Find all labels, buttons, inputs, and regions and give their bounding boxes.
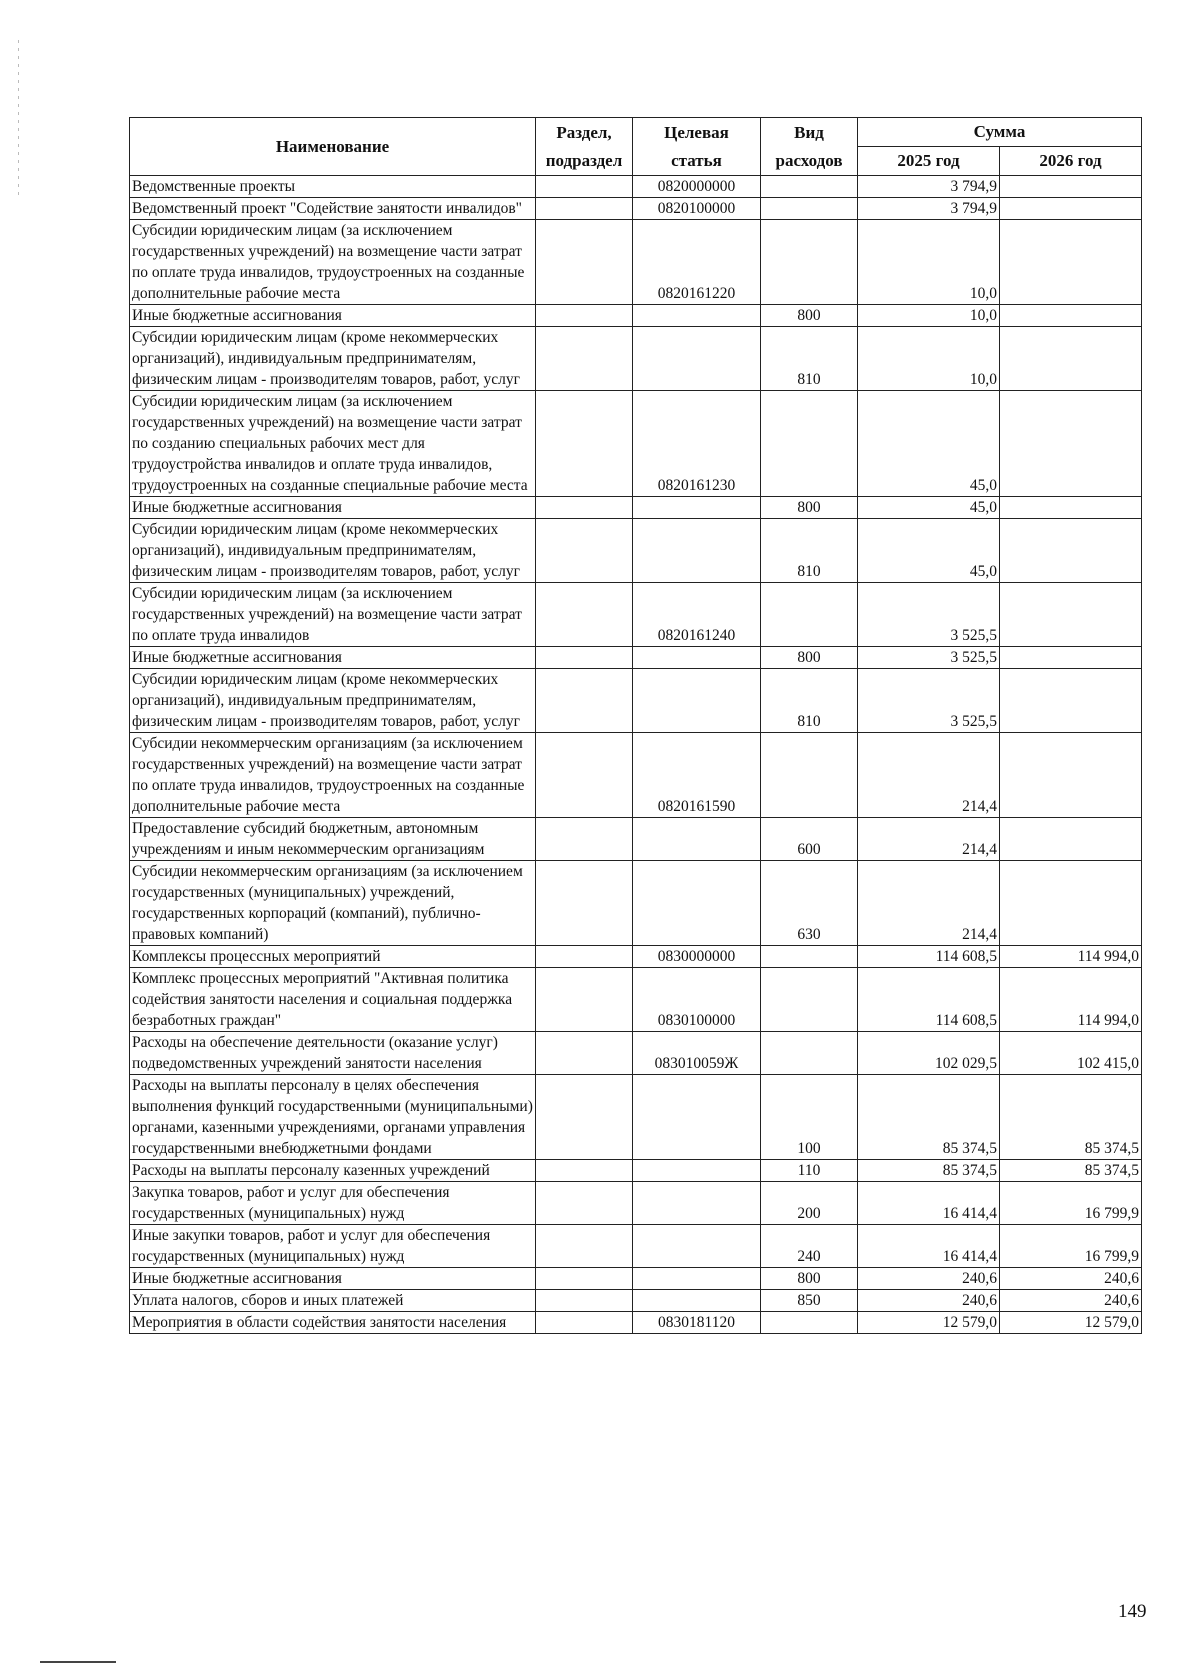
cell-type bbox=[761, 391, 858, 497]
cell-name: Иные бюджетные ассигнования bbox=[130, 497, 536, 519]
cell-2025: 85 374,5 bbox=[858, 1075, 1000, 1160]
cell-2026 bbox=[1000, 327, 1142, 391]
cell-2026 bbox=[1000, 669, 1142, 733]
cell-name: Мероприятия в области содействия занятости населения bbox=[130, 1312, 536, 1334]
cell-name: Субсидии юридическим лицам (кроме некоммерческих организаций), индивидуальным предпринимателям, физическим лицам - производителям товаров, работ, услуг bbox=[130, 669, 536, 733]
table-row bbox=[130, 1312, 1142, 1334]
cell-target bbox=[633, 1182, 761, 1225]
cell-name: Расходы на выплаты персоналу казенных учреждений bbox=[130, 1160, 536, 1182]
cell-type bbox=[761, 968, 858, 1032]
cell-2026: 12 579,0 bbox=[1000, 1312, 1142, 1334]
cell-type: 800 bbox=[761, 647, 858, 669]
cell-section bbox=[536, 198, 633, 220]
cell-name: Субсидии юридическим лицам (кроме некоммерческих организаций), индивидуальным предпринимателям, физическим лицам - производителям товаров, работ, услуг bbox=[130, 519, 536, 583]
table-row bbox=[130, 1290, 1142, 1312]
cell-target: 0830100000 bbox=[633, 968, 761, 1032]
cell-type: 600 bbox=[761, 818, 858, 861]
cell-target: 083010059Ж bbox=[633, 1032, 761, 1075]
header-year-2026: 2026 год bbox=[1000, 147, 1142, 176]
cell-target bbox=[633, 327, 761, 391]
cell-name: Иные бюджетные ассигнования bbox=[130, 1268, 536, 1290]
cell-2025: 45,0 bbox=[858, 391, 1000, 497]
cell-target bbox=[633, 305, 761, 327]
cell-section bbox=[536, 968, 633, 1032]
cell-target: 0820161230 bbox=[633, 391, 761, 497]
cell-target: 0820161220 bbox=[633, 220, 761, 305]
cell-2026 bbox=[1000, 861, 1142, 946]
cell-2025: 214,4 bbox=[858, 733, 1000, 818]
cell-name: Расходы на выплаты персоналу в целях обеспечения выполнения функций государственными (муниципальными) органами, казенными учреждениями, органами управления государственными внебюджетными фондами bbox=[130, 1075, 536, 1160]
cell-2025: 10,0 bbox=[858, 220, 1000, 305]
cell-section bbox=[536, 647, 633, 669]
cell-name: Предоставление субсидий бюджетным, автономным учреждениям и иным некоммерческим организациям bbox=[130, 818, 536, 861]
cell-target bbox=[633, 1075, 761, 1160]
budget-table-container bbox=[129, 117, 1142, 1334]
cell-2026: 102 415,0 bbox=[1000, 1032, 1142, 1075]
header-target: Целевая статья bbox=[633, 118, 761, 176]
cell-target bbox=[633, 519, 761, 583]
cell-2025: 102 029,5 bbox=[858, 1032, 1000, 1075]
cell-name: Субсидии некоммерческим организациям (за исключением государственных учреждений) на возмещение части затрат по оплате труда инвалидов, трудоустроенных на созданные дополнительные рабочие места bbox=[130, 733, 536, 818]
cell-section bbox=[536, 497, 633, 519]
cell-name: Уплата налогов, сборов и иных платежей bbox=[130, 1290, 536, 1312]
cell-name: Субсидии юридическим лицам (за исключением государственных учреждений) на возмещение части затрат по оплате труда инвалидов, трудоустроенных на созданные дополнительные рабочие места bbox=[130, 220, 536, 305]
cell-type bbox=[761, 198, 858, 220]
cell-section bbox=[536, 1268, 633, 1290]
cell-2025: 16 414,4 bbox=[858, 1225, 1000, 1268]
cell-name: Субсидии юридическим лицам (за исключением государственных учреждений) на возмещение части затрат по созданию специальных рабочих мест для трудоустройства инвалидов и оплате труда инвалидов, трудоустроенных на созданные специальные рабочие места bbox=[130, 391, 536, 497]
cell-section bbox=[536, 818, 633, 861]
table-row bbox=[130, 946, 1142, 968]
cell-target: 0830000000 bbox=[633, 946, 761, 968]
cell-section bbox=[536, 669, 633, 733]
cell-target bbox=[633, 818, 761, 861]
cell-type: 240 bbox=[761, 1225, 858, 1268]
cell-section bbox=[536, 1225, 633, 1268]
table-row bbox=[130, 305, 1142, 327]
cell-type bbox=[761, 1032, 858, 1075]
table-row bbox=[130, 1075, 1142, 1160]
cell-name: Ведомственный проект "Содействие занятости инвалидов" bbox=[130, 198, 536, 220]
header-name: Наименование bbox=[130, 118, 536, 176]
cell-name: Иные бюджетные ассигнования bbox=[130, 647, 536, 669]
cell-2026 bbox=[1000, 220, 1142, 305]
cell-2026: 240,6 bbox=[1000, 1268, 1142, 1290]
cell-name: Ведомственные проекты bbox=[130, 176, 536, 198]
cell-type bbox=[761, 176, 858, 198]
cell-2026: 85 374,5 bbox=[1000, 1160, 1142, 1182]
cell-2025: 3 525,5 bbox=[858, 669, 1000, 733]
cell-2025: 10,0 bbox=[858, 305, 1000, 327]
cell-type: 110 bbox=[761, 1160, 858, 1182]
cell-2026 bbox=[1000, 305, 1142, 327]
table-row bbox=[130, 861, 1142, 946]
table-row bbox=[130, 198, 1142, 220]
cell-2025: 240,6 bbox=[858, 1290, 1000, 1312]
cell-type: 200 bbox=[761, 1182, 858, 1225]
table-row bbox=[130, 647, 1142, 669]
cell-type bbox=[761, 583, 858, 647]
header-section: Раздел, подраздел bbox=[536, 118, 633, 176]
cell-type: 810 bbox=[761, 327, 858, 391]
cell-section bbox=[536, 733, 633, 818]
cell-2025: 45,0 bbox=[858, 497, 1000, 519]
cell-2025: 12 579,0 bbox=[858, 1312, 1000, 1334]
cell-section bbox=[536, 391, 633, 497]
cell-2025: 3 525,5 bbox=[858, 647, 1000, 669]
cell-section bbox=[536, 176, 633, 198]
cell-section bbox=[536, 583, 633, 647]
cell-2026: 85 374,5 bbox=[1000, 1075, 1142, 1160]
cell-target bbox=[633, 497, 761, 519]
table-row bbox=[130, 818, 1142, 861]
cell-target: 0820100000 bbox=[633, 198, 761, 220]
cell-section bbox=[536, 220, 633, 305]
cell-type bbox=[761, 946, 858, 968]
table-row bbox=[130, 176, 1142, 198]
cell-target bbox=[633, 1290, 761, 1312]
table-row bbox=[130, 1182, 1142, 1225]
cell-type: 100 bbox=[761, 1075, 858, 1160]
cell-type: 850 bbox=[761, 1290, 858, 1312]
cell-section bbox=[536, 1160, 633, 1182]
table-row bbox=[130, 220, 1142, 305]
table-row bbox=[130, 391, 1142, 497]
cell-type: 810 bbox=[761, 519, 858, 583]
cell-type bbox=[761, 220, 858, 305]
cell-section bbox=[536, 519, 633, 583]
table-row bbox=[130, 669, 1142, 733]
cell-2026: 16 799,9 bbox=[1000, 1182, 1142, 1225]
cell-2025: 114 608,5 bbox=[858, 946, 1000, 968]
cell-type bbox=[761, 733, 858, 818]
table-row bbox=[130, 733, 1142, 818]
cell-target bbox=[633, 861, 761, 946]
cell-name: Закупка товаров, работ и услуг для обеспечения государственных (муниципальных) нужд bbox=[130, 1182, 536, 1225]
cell-2025: 45,0 bbox=[858, 519, 1000, 583]
cell-target bbox=[633, 669, 761, 733]
table-row bbox=[130, 1160, 1142, 1182]
cell-target: 0820161590 bbox=[633, 733, 761, 818]
cell-section bbox=[536, 327, 633, 391]
cell-2025: 16 414,4 bbox=[858, 1182, 1000, 1225]
table-header bbox=[130, 118, 1142, 176]
cell-name: Субсидии юридическим лицам (кроме некоммерческих организаций), индивидуальным предпринимателям, физическим лицам - производителям товаров, работ, услуг bbox=[130, 327, 536, 391]
cell-2026 bbox=[1000, 733, 1142, 818]
cell-type: 800 bbox=[761, 1268, 858, 1290]
cell-type: 810 bbox=[761, 669, 858, 733]
cell-section bbox=[536, 1075, 633, 1160]
cell-section bbox=[536, 1312, 633, 1334]
cell-target bbox=[633, 1225, 761, 1268]
cell-2026: 114 994,0 bbox=[1000, 968, 1142, 1032]
cell-2025: 10,0 bbox=[858, 327, 1000, 391]
cell-2025: 214,4 bbox=[858, 861, 1000, 946]
cell-type: 800 bbox=[761, 305, 858, 327]
cell-target: 0820000000 bbox=[633, 176, 761, 198]
cell-2025: 3 794,9 bbox=[858, 198, 1000, 220]
cell-2025: 240,6 bbox=[858, 1268, 1000, 1290]
cell-2026: 16 799,9 bbox=[1000, 1225, 1142, 1268]
cell-name: Комплексы процессных мероприятий bbox=[130, 946, 536, 968]
cell-type bbox=[761, 1312, 858, 1334]
cell-target bbox=[633, 1160, 761, 1182]
cell-2025: 214,4 bbox=[858, 818, 1000, 861]
cell-section bbox=[536, 1032, 633, 1075]
table-row bbox=[130, 583, 1142, 647]
cell-2026 bbox=[1000, 497, 1142, 519]
cell-target: 0830181120 bbox=[633, 1312, 761, 1334]
cell-2026 bbox=[1000, 818, 1142, 861]
cell-name: Комплекс процессных мероприятий "Активная политика содействия занятости населения и социальная поддержка безработных граждан" bbox=[130, 968, 536, 1032]
pen-stroke bbox=[40, 1661, 116, 1663]
cell-type: 630 bbox=[761, 861, 858, 946]
cell-2026 bbox=[1000, 647, 1142, 669]
cell-section bbox=[536, 946, 633, 968]
cell-2025: 85 374,5 bbox=[858, 1160, 1000, 1182]
table-row bbox=[130, 497, 1142, 519]
cell-2025: 3 794,9 bbox=[858, 176, 1000, 198]
cell-2026: 240,6 bbox=[1000, 1290, 1142, 1312]
table-row bbox=[130, 1268, 1142, 1290]
cell-2026 bbox=[1000, 176, 1142, 198]
cell-section bbox=[536, 861, 633, 946]
header-year-2025: 2025 год bbox=[858, 147, 1000, 176]
cell-target bbox=[633, 647, 761, 669]
cell-2026: 114 994,0 bbox=[1000, 946, 1142, 968]
cell-2026 bbox=[1000, 583, 1142, 647]
table-body bbox=[130, 176, 1142, 1334]
budget-table bbox=[129, 117, 1142, 1334]
scan-artifact bbox=[18, 40, 19, 200]
cell-section bbox=[536, 305, 633, 327]
cell-2026 bbox=[1000, 519, 1142, 583]
cell-section bbox=[536, 1290, 633, 1312]
page-number: 149 bbox=[1118, 1601, 1147, 1622]
cell-2026 bbox=[1000, 391, 1142, 497]
table-row bbox=[130, 327, 1142, 391]
header-sum: Сумма bbox=[858, 118, 1142, 147]
cell-target: 0820161240 bbox=[633, 583, 761, 647]
header-type: Вид расходов bbox=[761, 118, 858, 176]
cell-name: Субсидии юридическим лицам (за исключением государственных учреждений) на возмещение части затрат по оплате труда инвалидов bbox=[130, 583, 536, 647]
cell-2025: 114 608,5 bbox=[858, 968, 1000, 1032]
cell-name: Иные закупки товаров, работ и услуг для обеспечения государственных (муниципальных) нужд bbox=[130, 1225, 536, 1268]
cell-section bbox=[536, 1182, 633, 1225]
table-row bbox=[130, 519, 1142, 583]
cell-name: Субсидии некоммерческим организациям (за исключением государственных (муниципальных) учреждений, государственных корпораций (компаний), публично-правовых компаний) bbox=[130, 861, 536, 946]
cell-name: Иные бюджетные ассигнования bbox=[130, 305, 536, 327]
cell-2026 bbox=[1000, 198, 1142, 220]
cell-target bbox=[633, 1268, 761, 1290]
cell-type: 800 bbox=[761, 497, 858, 519]
cell-2025: 3 525,5 bbox=[858, 583, 1000, 647]
table-row bbox=[130, 1225, 1142, 1268]
cell-name: Расходы на обеспечение деятельности (оказание услуг) подведомственных учреждений занятости населения bbox=[130, 1032, 536, 1075]
table-row bbox=[130, 1032, 1142, 1075]
table-row bbox=[130, 968, 1142, 1032]
